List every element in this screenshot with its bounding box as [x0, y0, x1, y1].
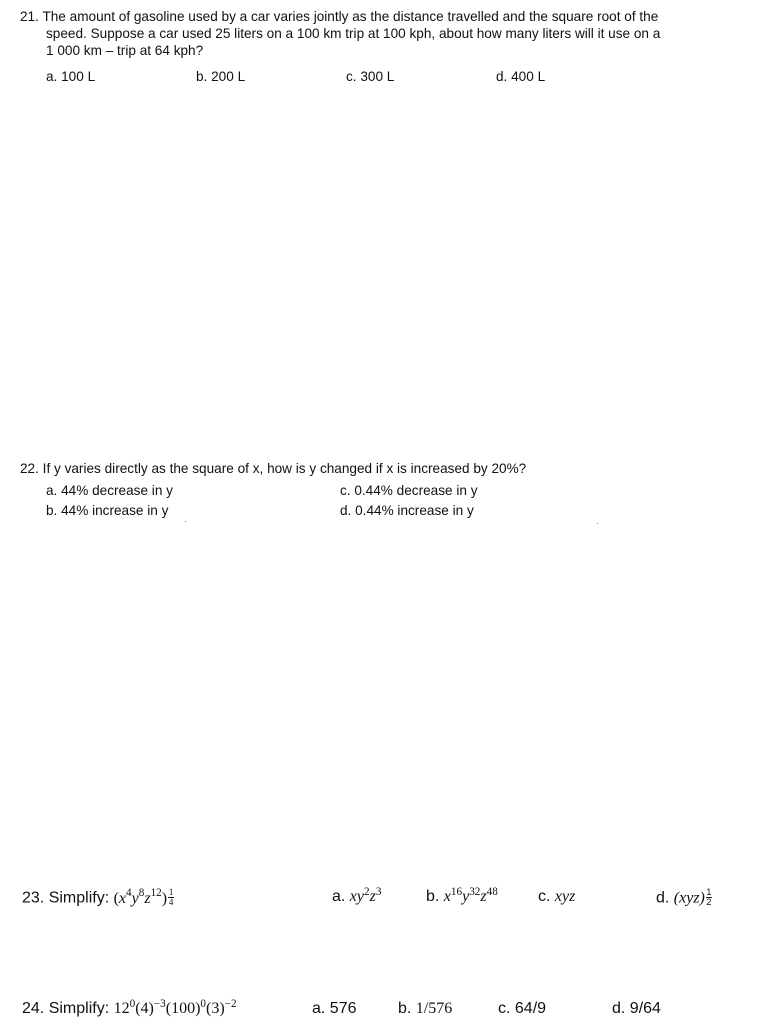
- question-21-number: 21.: [20, 9, 39, 24]
- question-23-option-a[interactable]: a. $xy^2z^3$: [332, 885, 382, 905]
- question-24-expression: $12^0(4)^{-3}(100)^0(3)^{-2}$: [113, 997, 237, 1017]
- question-21-option-d[interactable]: d. 400 L: [496, 69, 546, 84]
- question-24-option-b[interactable]: b. 1/576: [398, 1000, 453, 1017]
- question-22-option-a[interactable]: a. 44% decrease in y: [46, 483, 173, 498]
- question-24-option-d[interactable]: d. 9/64: [612, 1000, 661, 1017]
- question-21-line-2: speed. Suppose a car used 25 liters on a 100 km trip at 100 kph, about how many liters will it use on a: [46, 26, 661, 41]
- question-22-option-d[interactable]: d. 0.44% increase in y: [340, 503, 474, 518]
- question-23-option-d[interactable]: d. (xyz) $\frac{1}{2}$: [656, 887, 712, 907]
- question-22-stem: 22. If y varies directly as the square of x, how is y changed if x is increased by 20%?: [20, 461, 527, 476]
- question-22-option-b[interactable]: b. 44% increase in y: [46, 503, 169, 518]
- question-23-option-c[interactable]: c. xyz: [538, 888, 576, 905]
- question-21-option-c[interactable]: c. 300 L: [346, 69, 395, 84]
- stray-mark: ·: [184, 517, 187, 526]
- question-23-option-b[interactable]: b. $x^{16}y^{32}z^{48}$: [426, 885, 498, 905]
- question-21-line-3: 1 000 km – trip at 64 kph?: [46, 43, 204, 58]
- question-21-line-1: The amount of gasoline used by a car varies jointly as the distance travelled and the square root of the: [42, 9, 659, 24]
- question-24-option-a[interactable]: a. 576: [312, 1000, 357, 1017]
- question-23-label: 23. Simplify:: [22, 889, 110, 907]
- question-24-stem: [22, 997, 237, 1017]
- stray-mark: ·: [596, 519, 599, 528]
- question-24-option-c[interactable]: c. 64/9: [498, 1000, 547, 1017]
- question-23-stem: [22, 888, 174, 907]
- question-24-label: 24. Simplify:: [22, 1000, 110, 1017]
- question-21-option-a[interactable]: a. 100 L: [46, 69, 96, 84]
- question-22-option-c[interactable]: c. 0.44% decrease in y: [340, 483, 478, 498]
- question-23-expression: $(x^4y^8z^{12})$ $\frac{1}{4}$: [113, 887, 174, 907]
- exponent-fraction: $\frac{1}{2}$: [706, 887, 712, 907]
- question-21-stem: [20, 8, 748, 59]
- exponent-fraction: $\frac{1}{4}$: [168, 887, 174, 907]
- question-21-option-b[interactable]: b. 200 L: [196, 69, 246, 84]
